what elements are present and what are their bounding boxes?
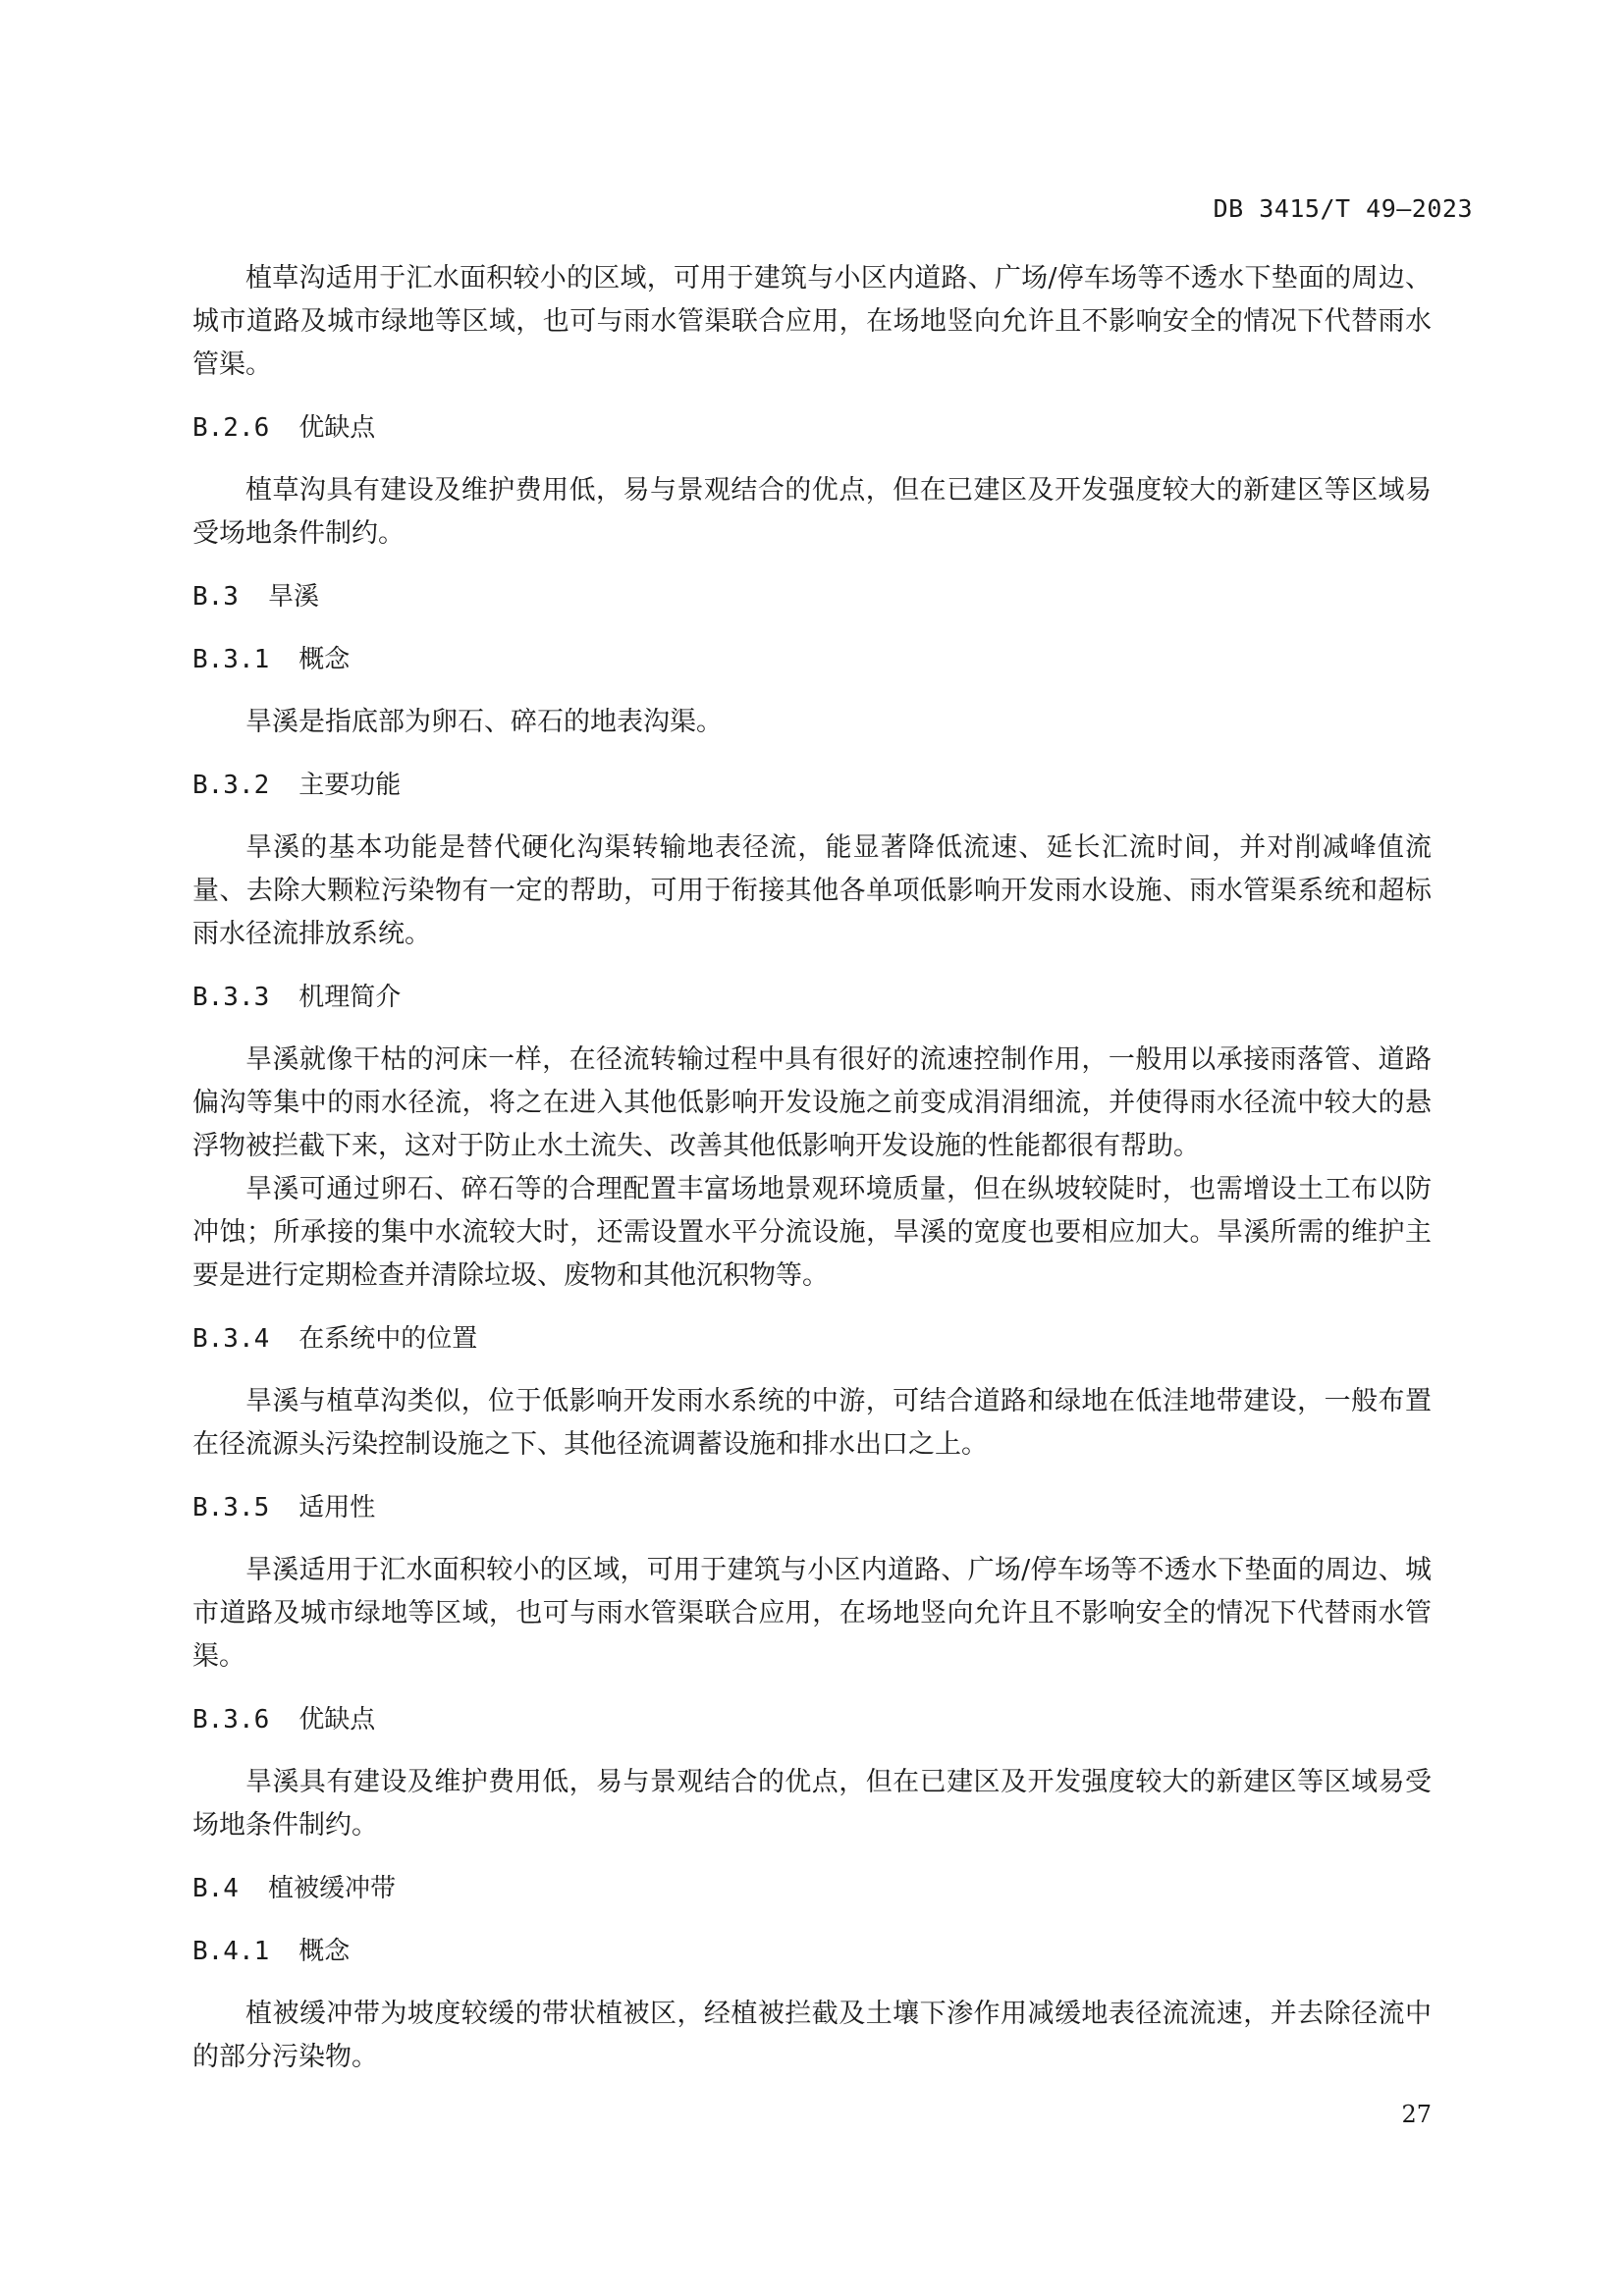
section-number: B.3.1 xyxy=(192,645,270,674)
section-title: 概念 xyxy=(298,645,351,674)
section-heading-b-3-6 xyxy=(192,1698,1432,1741)
section-number: B.3.5 xyxy=(192,1493,270,1522)
section-title: 机理简介 xyxy=(298,983,402,1012)
paragraph: 旱溪与植草沟类似，位于低影响开发雨水系统的中游，可结合道路和绿地在低洼地带建设，一般布置在径流源头污染控制设施之下、其他径流调蓄设施和排水出口之上。 xyxy=(192,1386,1432,1460)
section-number: B.4 xyxy=(192,1874,239,1903)
section-number: B.3.4 xyxy=(192,1324,270,1354)
section-heading-b-3 xyxy=(192,575,1432,618)
paragraph: 旱溪具有建设及维护费用低，易与景观结合的优点，但在已建区及开发强度较大的新建区等区域易受场地条件制约。 xyxy=(192,1767,1432,1841)
paragraph: 植被缓冲带为坡度较缓的带状植被区，经植被拦截及土壤下渗作用减缓地表径流流速，并去除径流中的部分污染物。 xyxy=(192,1999,1432,2072)
section-title: 植被缓冲带 xyxy=(267,1874,396,1903)
section-number: B.3.3 xyxy=(192,983,270,1012)
paragraph: 旱溪可通过卵石、碎石等的合理配置丰富场地景观环境质量，但在纵坡较陡时，也需增设土工布以防冲蚀；所承接的集中水流较大时，还需设置水平分流设施，旱溪的宽度也要相应加大。旱溪所需的维护主要是进行定期检查并清除垃圾、废物和其他沉积物等。 xyxy=(192,1174,1432,1291)
section-heading-b-4-1 xyxy=(192,1930,1432,1973)
section-heading-b-3-2 xyxy=(192,764,1432,807)
paragraph: 旱溪的基本功能是替代硬化沟渠转输地表径流，能显著降低流速、延长汇流时间，并对削减峰值流量、去除大颗粒污染物有一定的帮助，可用于衔接其他各单项低影响开发雨水设施、雨水管渠系统和超标雨水径流排放系统。 xyxy=(192,832,1432,949)
section-title: 在系统中的位置 xyxy=(298,1324,478,1354)
section-title: 优缺点 xyxy=(298,413,376,443)
paragraph: 植草沟具有建设及维护费用低，易与景观结合的优点，但在已建区及开发强度较大的新建区等区域易受场地条件制约。 xyxy=(192,475,1432,549)
page-number: 27 xyxy=(1401,2101,1432,2128)
section-heading-b-3-5 xyxy=(192,1486,1432,1529)
paragraph: 植草沟适用于汇水面积较小的区域，可用于建筑与小区内道路、广场/停车场等不透水下垫面的周边、城市道路及城市绿地等区域，也可与雨水管渠联合应用，在场地竖向允许且不影响安全的情况下代替雨水管渠。 xyxy=(192,263,1432,380)
paragraph: 旱溪是指底部为卵石、碎石的地表沟渠。 xyxy=(245,707,723,737)
section-title: 优缺点 xyxy=(298,1705,376,1735)
section-number: B.3 xyxy=(192,582,239,612)
document-body xyxy=(192,257,1432,2099)
section-heading-b-3-4 xyxy=(192,1317,1432,1361)
section-heading-b-2-6 xyxy=(192,406,1432,450)
section-number: B.3.6 xyxy=(192,1705,270,1735)
section-title: 旱溪 xyxy=(267,582,319,612)
document-code: DB 3415/T 49—2023 xyxy=(1213,194,1473,223)
section-title: 适用性 xyxy=(298,1493,376,1522)
paragraph: 旱溪就像干枯的河床一样，在径流转输过程中具有很好的流速控制作用，一般用以承接雨落管、道路偏沟等集中的雨水径流，将之在进入其他低影响开发设施之前变成涓涓细流，并使得雨水径流中较大的悬浮物被拦截下来，这对于防止水土流失、改善其他低影响开发设施的性能都很有帮助。 xyxy=(192,1044,1432,1161)
section-heading-b-3-1 xyxy=(192,638,1432,681)
section-heading-b-3-3 xyxy=(192,976,1432,1019)
section-title: 概念 xyxy=(298,1937,351,1966)
section-number: B.4.1 xyxy=(192,1937,270,1966)
section-number: B.2.6 xyxy=(192,413,270,443)
section-number: B.3.2 xyxy=(192,771,270,800)
section-heading-b-4 xyxy=(192,1867,1432,1910)
paragraph: 旱溪适用于汇水面积较小的区域，可用于建筑与小区内道路、广场/停车场等不透水下垫面的周边、城市道路及城市绿地等区域，也可与雨水管渠联合应用，在场地竖向允许且不影响安全的情况下代替雨水管渠。 xyxy=(192,1555,1432,1672)
section-title: 主要功能 xyxy=(298,771,402,800)
